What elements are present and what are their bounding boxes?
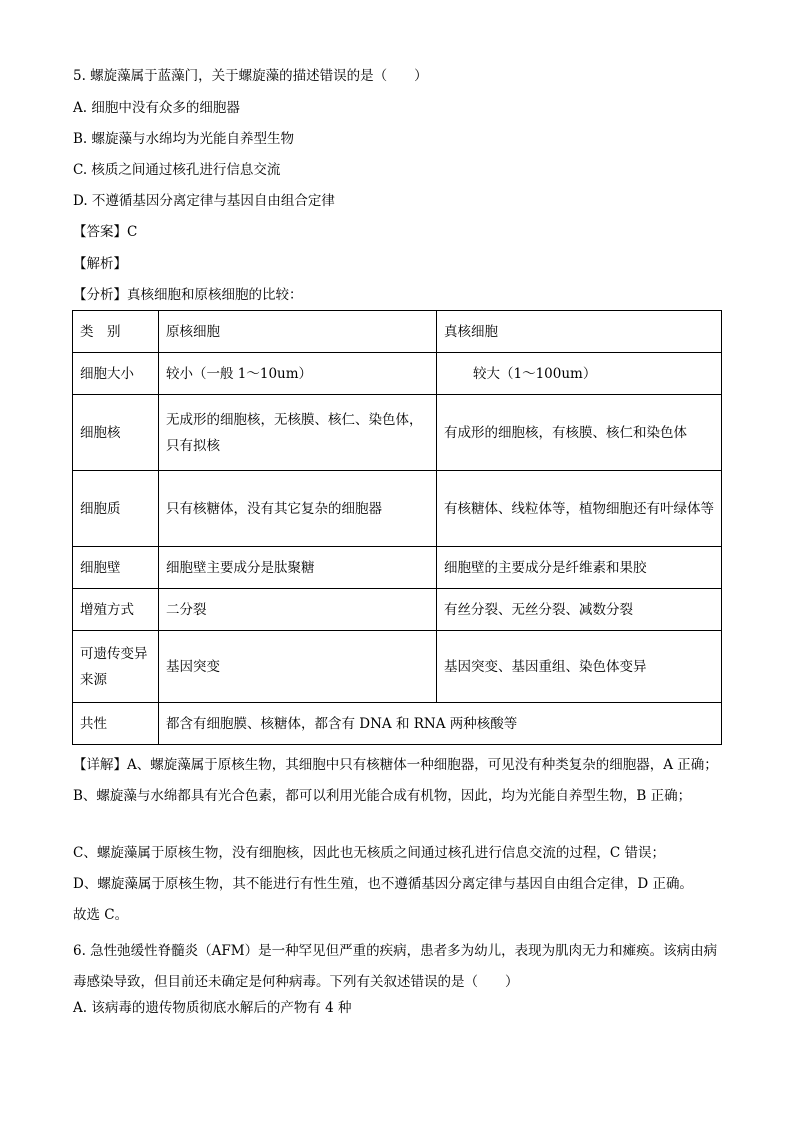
fenxi-line: 【分析】真核细胞和原核细胞的比较： xyxy=(73,287,303,303)
row-label: 细胞壁 xyxy=(73,547,159,589)
row-label: 可遗传变异来源 xyxy=(73,631,159,703)
common-cell: 都含有细胞膜、核糖体，都含有 DNA 和 RNA 两种核酸等 xyxy=(159,703,722,745)
header-cell: 真核细胞 xyxy=(437,311,722,353)
prokaryote-cell: 无成形的细胞核，无核膜、核仁、染色体，只有拟核 xyxy=(159,395,437,471)
header-cell: 类 别 xyxy=(73,311,159,353)
eukaryote-cell: 有核糖体、线粒体等，植物细胞还有叶绿体等 xyxy=(437,471,722,547)
header-cell: 原核细胞 xyxy=(159,311,437,353)
table-row-common xyxy=(73,703,722,745)
eukaryote-cell: 基因突变、基因重组、染色体变异 xyxy=(437,631,722,703)
table-row xyxy=(73,547,722,589)
comparison-table xyxy=(72,310,722,745)
eukaryote-cell: 细胞壁的主要成分是纤维素和果胶 xyxy=(437,547,722,589)
table-header-row xyxy=(73,311,722,353)
table-row xyxy=(73,353,722,395)
prokaryote-cell: 只有核糖体，没有其它复杂的细胞器 xyxy=(159,471,437,547)
table-row xyxy=(73,631,722,703)
row-label: 共性 xyxy=(73,703,159,745)
prokaryote-cell: 基因突变 xyxy=(159,631,437,703)
prokaryote-cell: 二分裂 xyxy=(159,589,437,631)
q5-stem: 5. 螺旋藻属于蓝藻门，关于螺旋藻的描述错误的是（ ） xyxy=(73,68,428,84)
detail-conclusion: 故选 C。 xyxy=(73,907,129,923)
q5-option-d: D. 不遵循基因分离定律与基因自由组合定律 xyxy=(73,193,335,209)
table-row xyxy=(73,589,722,631)
detail-paragraph-1: 【详解】A、螺旋藻属于原核生物，其细胞中只有核糖体一种细胞器，可见没有种类复杂的细胞器，A 正确；B、螺旋藻与水绵都具有光合色素，都可以利用光能合成有机物，因此，均为光能自养型生物，B 正确； xyxy=(73,757,718,804)
eukaryote-cell: 有成形的细胞核，有核膜、核仁和染色体 xyxy=(437,395,722,471)
q5-option-a: A. 细胞中没有众多的细胞器 xyxy=(73,100,240,116)
q6-stem: 6. 急性弛缓性脊髓炎（AFM）是一种罕见但严重的疾病，患者多为幼儿，表现为肌肉无力和瘫痪。该病由病毒感染导致，但目前还未确定是何种病毒。下列有关叙述错误的是（ ） xyxy=(73,943,718,990)
table-row xyxy=(73,471,722,547)
q6-option-a: A. 该病毒的遗传物质彻底水解后的产物有 4 种 xyxy=(73,1000,352,1016)
detail-paragraph-3: D、螺旋藻属于原核生物，其不能进行有性生殖，也不遵循基因分离定律与基因自由组合定律，D 正确。 xyxy=(73,876,693,892)
table-row xyxy=(73,395,722,471)
eukaryote-cell: 有丝分裂、无丝分裂、减数分裂 xyxy=(437,589,722,631)
row-label: 细胞质 xyxy=(73,471,159,547)
row-label: 增殖方式 xyxy=(73,589,159,631)
detail-paragraph-2: C、螺旋藻属于原核生物，没有细胞核，因此也无核质之间通过核孔进行信息交流的过程，C 错误； xyxy=(73,845,665,861)
eukaryote-cell: 较大（1～100um） xyxy=(437,353,722,395)
row-label: 细胞核 xyxy=(73,395,159,471)
row-label: 细胞大小 xyxy=(73,353,159,395)
analysis-heading: 【解析】 xyxy=(73,256,127,272)
prokaryote-cell: 较小（一般 1～10um） xyxy=(159,353,437,395)
prokaryote-cell: 细胞壁主要成分是肽聚糖 xyxy=(159,547,437,589)
q5-option-b: B. 螺旋藻与水绵均为光能自养型生物 xyxy=(73,131,295,147)
q5-option-c: C. 核质之间通过核孔进行信息交流 xyxy=(73,162,281,178)
answer-line: 【答案】C xyxy=(73,224,138,240)
